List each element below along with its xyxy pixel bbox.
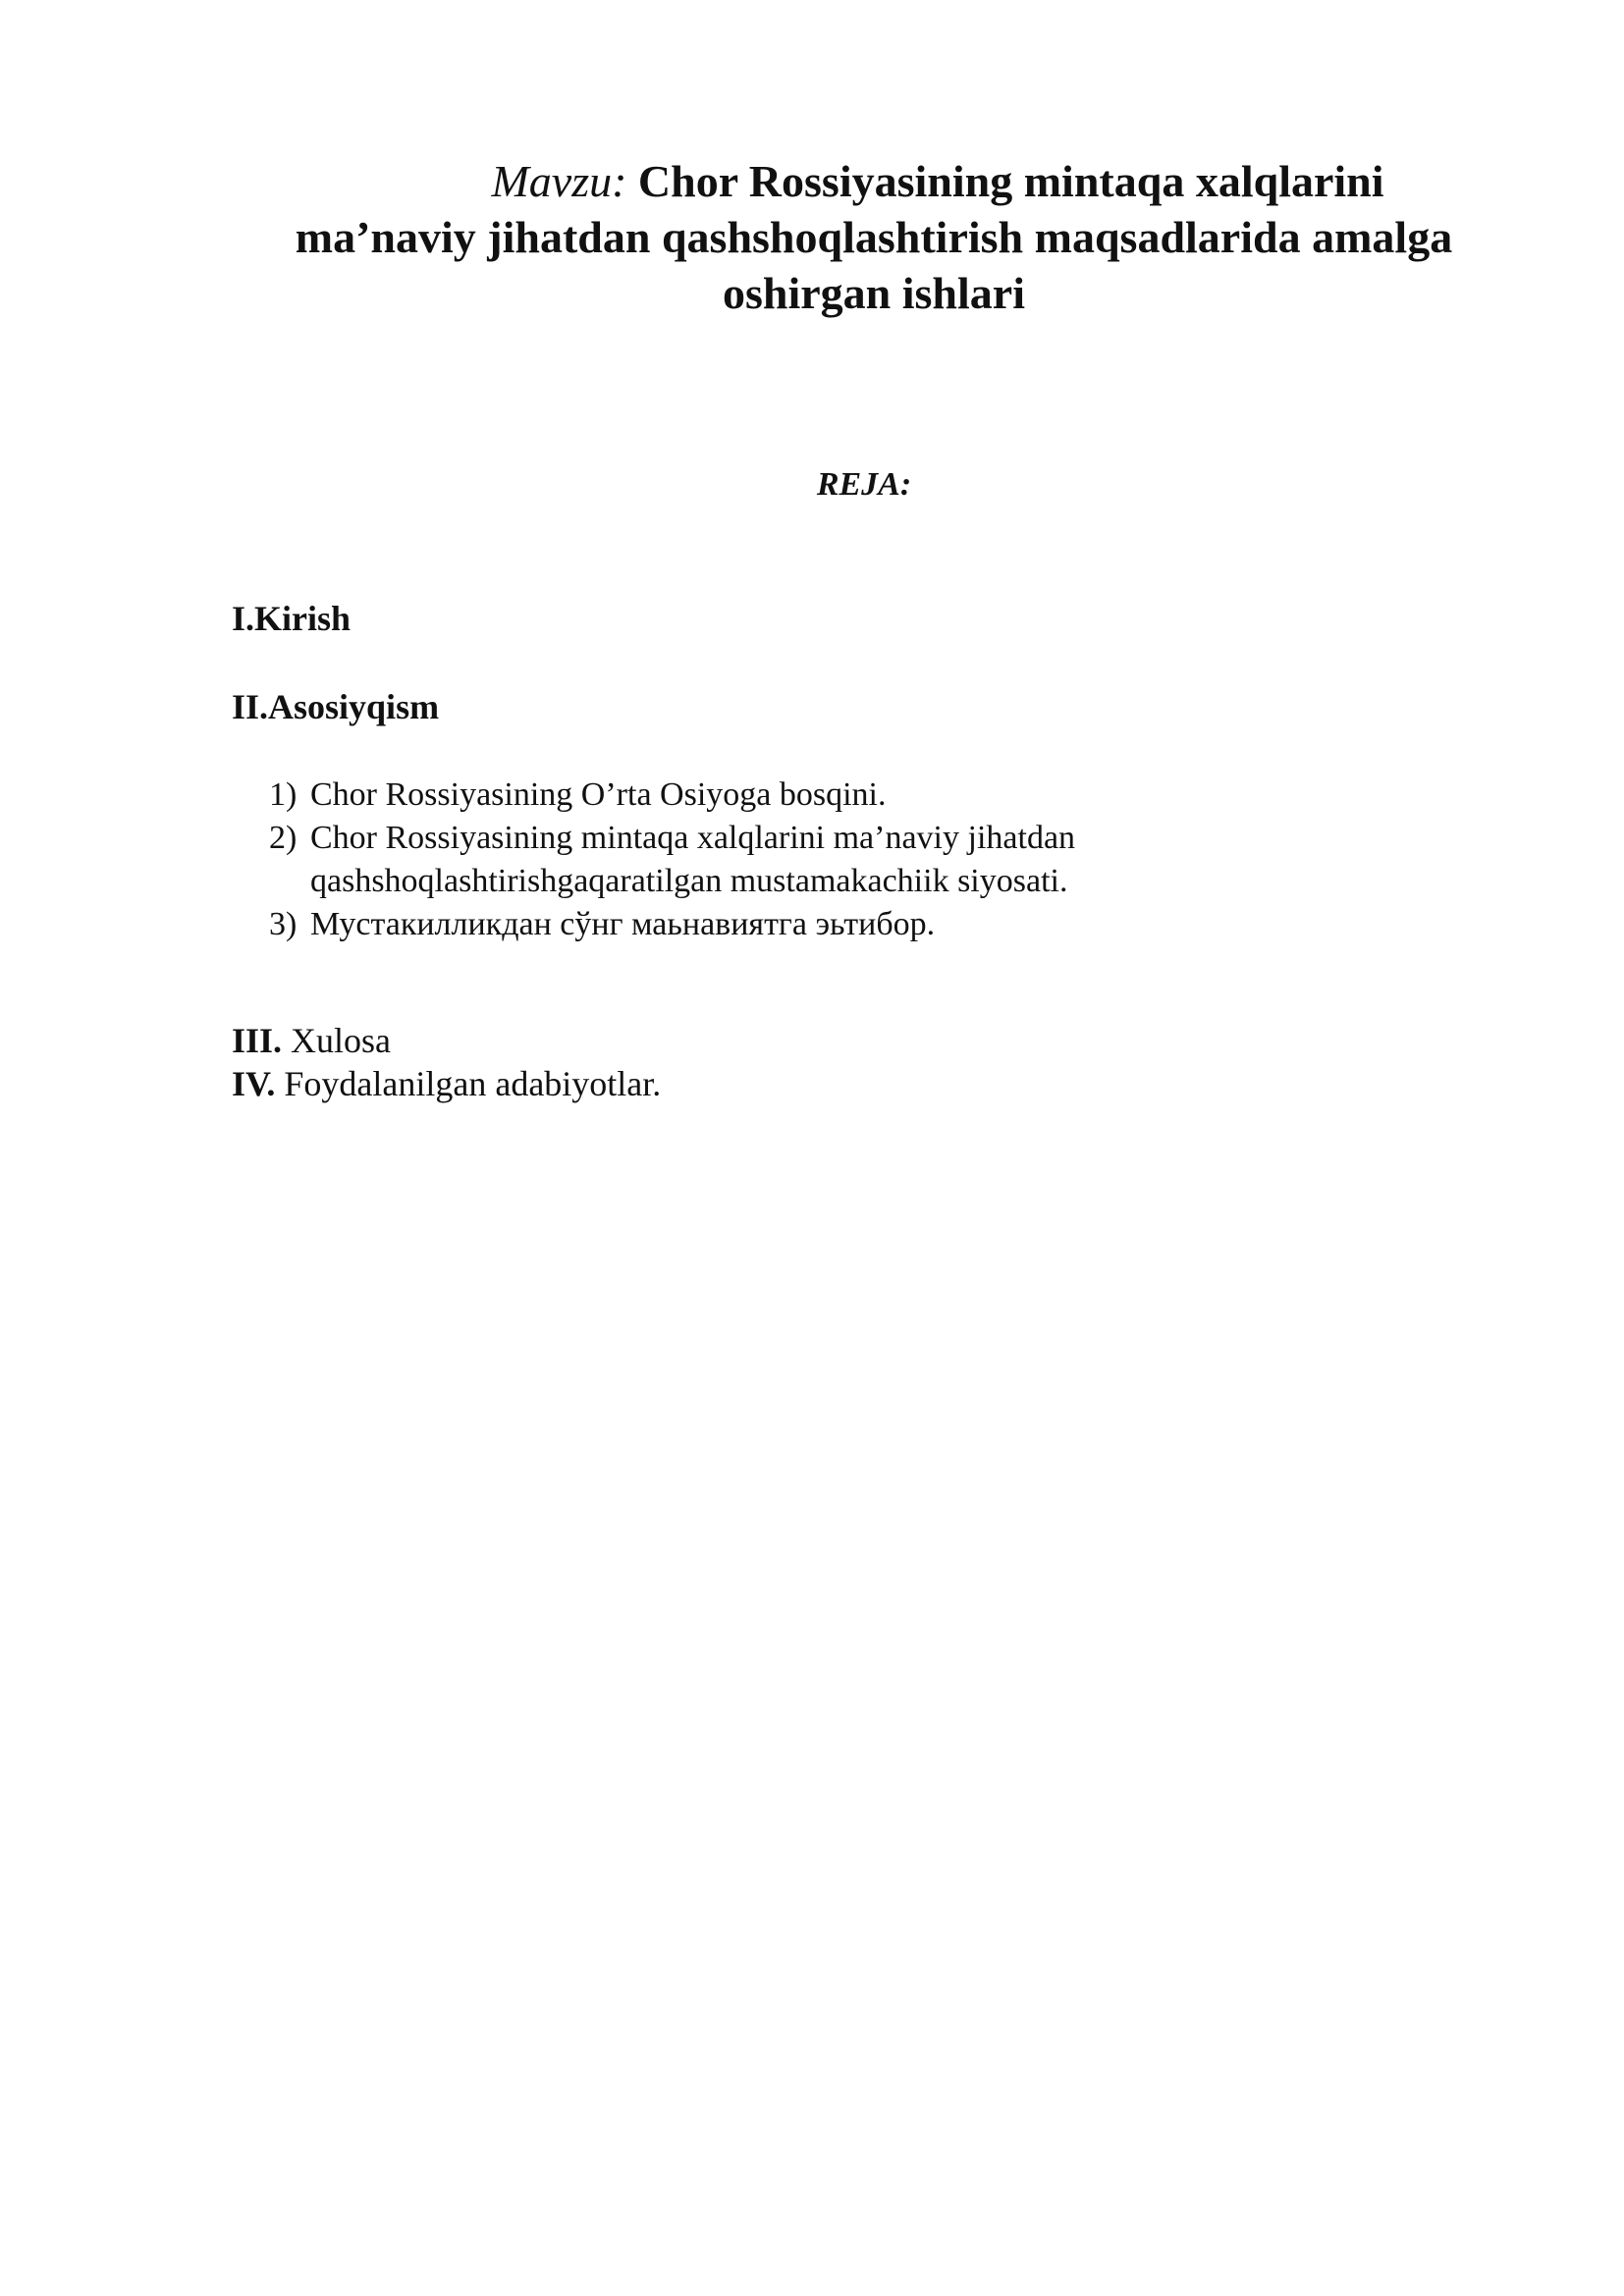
section-conclusion-number: III. [232,1021,283,1060]
list-item-text-continued: qashshoqlashtirishgaqaratilgan mustamakachiik siyosati. [310,863,1068,899]
title-line-3: oshirgan ishlari [722,268,1025,318]
section-conclusion-text: Xulosa [291,1021,392,1060]
section-conclusion [232,1019,391,1062]
title-prefix: Mavzu: [491,156,627,206]
title-line-1-text: Chor Rossiyasining mintaqa xalqlarini [637,156,1384,206]
document-title [226,153,1522,321]
plan-heading: REJA: [816,466,912,503]
list-item-number: 2) [269,820,298,856]
list-item-body [310,817,1075,903]
list-item [269,903,1075,946]
title-line-1 [226,153,1522,209]
section-references-text: Foydalanilgan adabiyotlar. [284,1064,662,1103]
section-main: II.Asosiyqism [232,687,440,726]
section-references [232,1062,661,1105]
list-item-text: Мустакилликдан сўнг маьнавиятга эьтибор. [310,906,936,942]
list-item-number: 3) [269,906,298,942]
plan-list [269,774,1075,946]
title-line-2: ma’naviy jihatdan qashshoqlashtirish maqsadlarida amalga [295,212,1453,262]
list-item-number: 1) [269,776,298,813]
section-references-number: IV. [232,1064,276,1103]
section-intro: I.Kirish [232,599,352,638]
list-item [269,817,1075,903]
list-item-text: Chor Rossiyasining O’rta Osiyoga bosqini. [310,776,887,813]
list-item [269,774,1075,817]
list-item-text: Chor Rossiyasining mintaqa xalqlarini ma’naviy jihatdan [310,820,1076,856]
